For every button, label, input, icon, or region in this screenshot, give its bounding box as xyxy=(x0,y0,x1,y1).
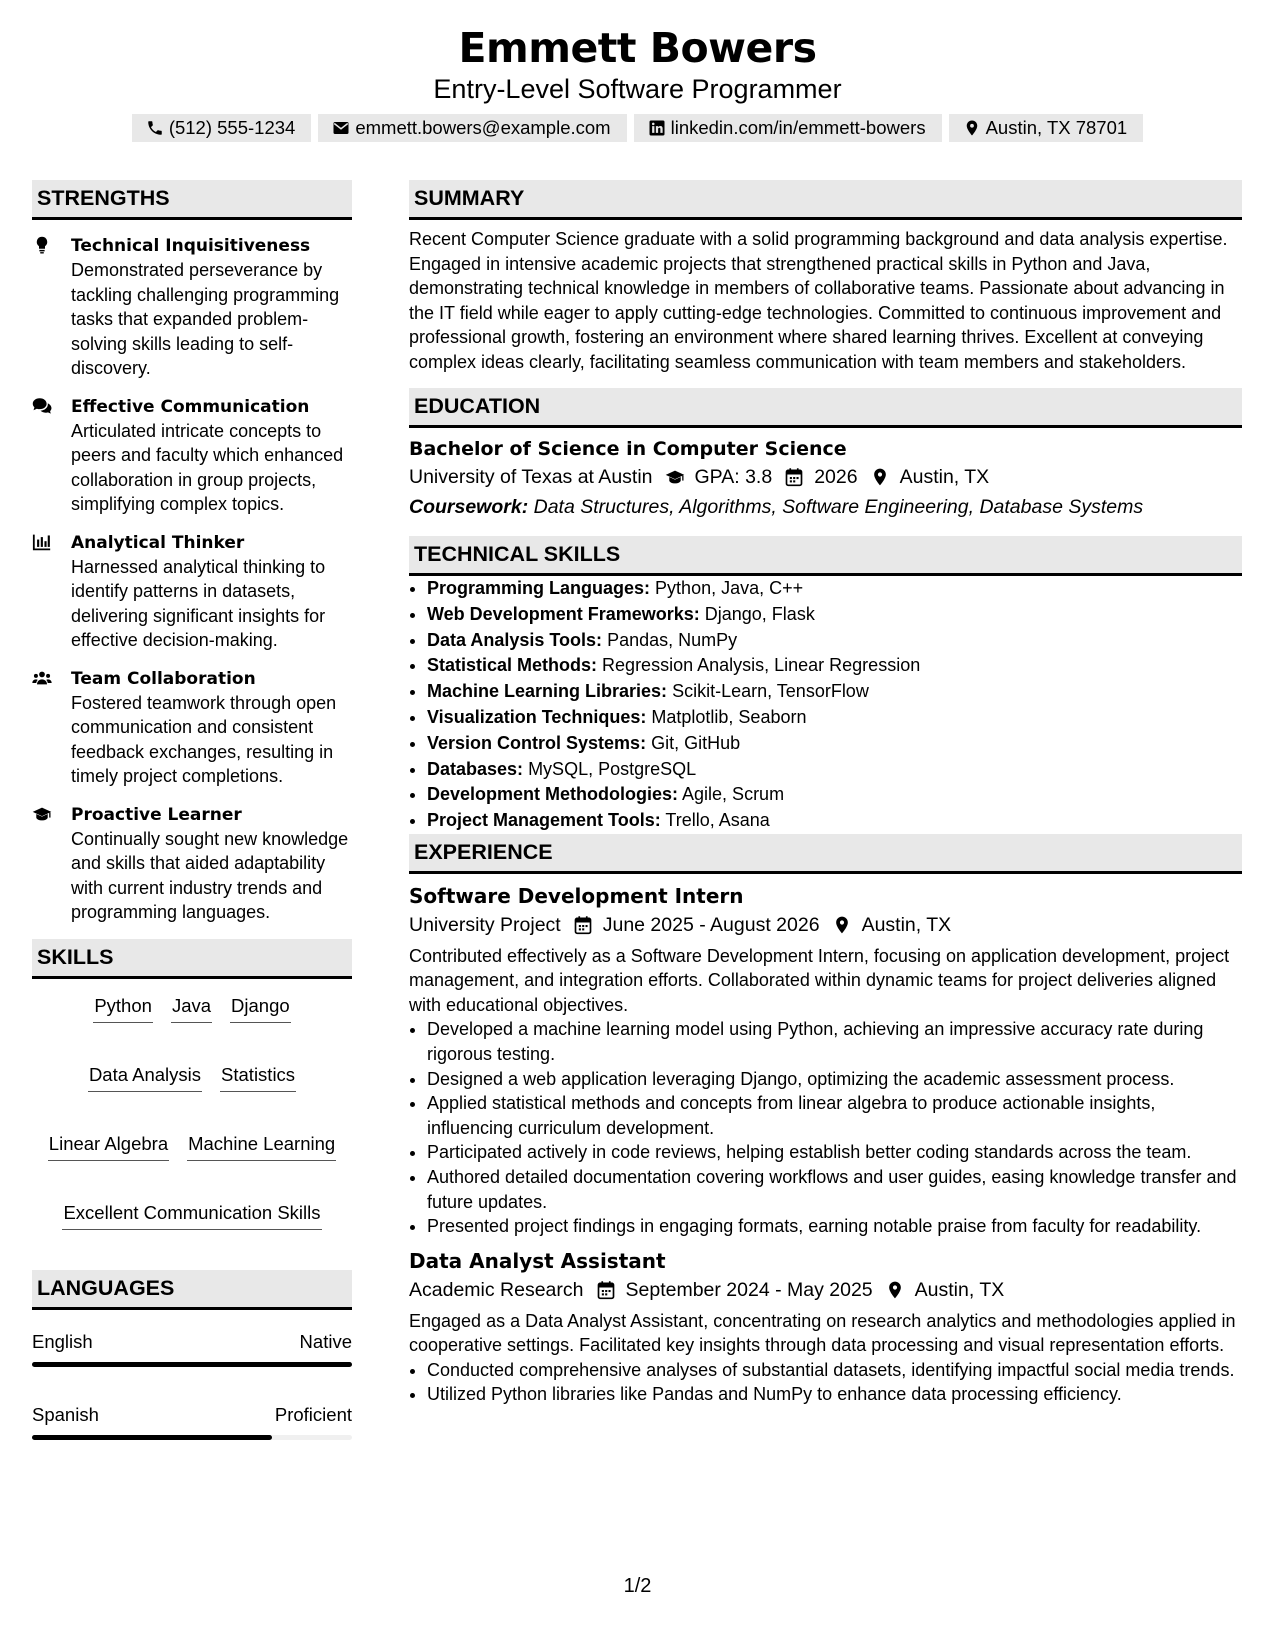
strength-desc: Fostered teamwork through open communication and consistent feedback exchanges, resulting in timely project completions. xyxy=(71,692,337,786)
languages-list xyxy=(32,1330,352,1440)
skill-tag: Django xyxy=(230,994,291,1023)
job-bullets xyxy=(409,1358,1242,1407)
skill-label: Version Control Systems: xyxy=(427,732,647,753)
skill-value: Scikit-Learn, TensorFlow xyxy=(672,681,869,702)
gpa: GPA: 3.8 xyxy=(694,466,773,488)
contact-bar xyxy=(0,114,1275,142)
skill-label: Statistical Methods: xyxy=(427,655,598,676)
job-title: Data Analyst Assistant xyxy=(409,1248,666,1273)
skill-tag: Data Analysis xyxy=(88,1063,202,1092)
list-item xyxy=(427,576,1242,602)
skill-label: Project Management Tools: xyxy=(427,810,661,831)
list-item: • Participated actively in code reviews, helping establish better coding standards across the team. xyxy=(427,1140,1242,1165)
bar-chart-icon xyxy=(32,533,52,551)
language-bar xyxy=(32,1362,352,1367)
left-column xyxy=(32,180,352,1476)
map-pin-icon xyxy=(870,467,890,487)
list-item: • Presented project findings in engaging formats, earning notable praise from faculty for readability. xyxy=(427,1214,1242,1239)
list-item: • Designed a web application leveraging Django, optimizing the academic assessment process. xyxy=(427,1067,1242,1092)
education-location: Austin, TX xyxy=(899,466,990,488)
language-name: Spanish xyxy=(32,1403,99,1425)
list-item xyxy=(427,731,1242,757)
strength-item xyxy=(32,667,352,789)
strength-title: Effective Communication xyxy=(71,396,310,417)
skill-value: Django, Flask xyxy=(704,603,815,624)
contact-linkedin[interactable] xyxy=(634,114,942,142)
skill-label: Databases: xyxy=(427,758,524,779)
list-item xyxy=(427,679,1242,705)
list-item: • Authored detailed documentation covering workflows and user guides, easing knowledge transfer and future updates. xyxy=(427,1165,1242,1214)
coursework-list: Data Structures, Algorithms, Software Engineering, Database Systems xyxy=(533,496,1144,518)
coursework xyxy=(409,492,1242,522)
experience-heading: EXPERIENCE xyxy=(409,834,1242,874)
strength-desc: Harnessed analytical thinking to identify patterns in datasets, delivering significant insights for effective decision-making. xyxy=(71,556,326,650)
job-description: Contributed effectively as a Software Development Intern, focusing on application development, project management, and integration efforts. Collaborated within dynamic teams for project deliveries aligned with educational objectives. xyxy=(409,945,1230,1015)
job-org: Academic Research xyxy=(409,1278,584,1301)
users-icon xyxy=(32,669,52,687)
skill-value: Git, GitHub xyxy=(651,732,741,753)
skill-value: MySQL, PostgreSQL xyxy=(528,758,697,779)
envelope-icon xyxy=(332,119,350,137)
graduation-cap-icon xyxy=(665,467,685,487)
skills-tags xyxy=(32,979,352,1242)
skill-value: Trello, Asana xyxy=(665,810,770,831)
coursework-label: Coursework: xyxy=(409,496,529,518)
graduation-cap-icon xyxy=(32,805,52,823)
summary-heading: SUMMARY xyxy=(409,180,1242,220)
summary-text: Recent Computer Science graduate with a solid programming background and data analysis expertise. Engaged in intensive academic projects that strengthened practical skills in Python and Java, demonstrating technical knowledge in members of collaborative teams. Passionate about advancing in the IT field while eager to apply cutting-edge technologies. Committed to continuous improvement and professional growth, fostering an environment where shared learning thrives. Excellent at conveying complex ideas clearly, facilitating seamless communication with team members and stakeholders. xyxy=(409,229,1228,372)
candidate-name: Emmett Bowers xyxy=(458,24,817,72)
skills-heading: SKILLS xyxy=(32,939,352,979)
school-name: University of Texas at Austin xyxy=(409,466,653,488)
list-item: • Applied statistical methods and concepts from linear algebra to produce actionable insights, influencing curriculum development. xyxy=(427,1091,1242,1140)
list-item xyxy=(427,808,1242,834)
skill-tag: Python xyxy=(93,994,153,1023)
language-level: Proficient xyxy=(274,1403,352,1425)
list-item xyxy=(427,602,1242,628)
language-row xyxy=(32,1403,352,1427)
contact-phone-text: (512) 555-1234 xyxy=(168,117,296,138)
job-description: Engaged as a Data Analyst Assistant, concentrating on research analytics and methodologies applied in cooperative settings. Facilitated key insights through data processing and visual representation efforts. xyxy=(409,1310,1236,1356)
strength-desc: Articulated intricate concepts to peers and faculty which enhanced collaboration in group projects, simplifying complex topics. xyxy=(71,420,344,514)
education-heading: EDUCATION xyxy=(409,388,1242,428)
skill-label: Machine Learning Libraries: xyxy=(427,681,668,702)
skill-tag: Java xyxy=(171,994,212,1023)
phone-icon xyxy=(146,119,164,137)
list-item xyxy=(427,653,1242,679)
contact-email-text: emmett.bowers@example.com xyxy=(355,117,611,138)
strength-title: Technical Inquisitiveness xyxy=(71,236,311,256)
job-org: University Project xyxy=(409,913,561,936)
job-entry xyxy=(409,1247,1242,1407)
job-bullets xyxy=(409,1017,1242,1238)
contact-phone xyxy=(132,114,312,142)
skill-value: Agile, Scrum xyxy=(682,784,785,805)
skill-tag: Linear Algebra xyxy=(48,1132,169,1161)
strength-item xyxy=(32,395,352,517)
strength-title: Team Collaboration xyxy=(71,668,256,689)
strength-item xyxy=(32,531,352,653)
job-entry xyxy=(409,882,1242,1239)
strength-desc: Continually sought new knowledge and skills that aided adaptability with current industry trends and programming languages. xyxy=(71,828,349,922)
strengths-heading: STRENGTHS xyxy=(32,180,352,220)
list-item xyxy=(427,782,1242,808)
job-location: Austin, TX xyxy=(914,1278,1005,1301)
candidate-title: Entry-Level Software Programmer xyxy=(433,74,842,104)
skill-label: Development Methodologies: xyxy=(427,784,679,805)
calendar-icon xyxy=(573,915,593,935)
experience-list xyxy=(409,882,1242,1407)
strength-title: Proactive Learner xyxy=(71,804,242,825)
job-meta xyxy=(409,1275,1242,1305)
right-column xyxy=(409,180,1242,1407)
map-pin-icon xyxy=(963,119,981,137)
language-bar-fill xyxy=(32,1362,352,1367)
skill-value: Python, Java, C++ xyxy=(655,578,804,598)
linkedin-icon xyxy=(648,119,666,137)
contact-linkedin-text: linkedin.com/in/emmett-bowers xyxy=(670,117,926,138)
list-item xyxy=(427,628,1242,654)
language-level: Native xyxy=(299,1330,352,1352)
skill-value: Pandas, NumPy xyxy=(607,629,738,650)
list-item: • Conducted comprehensive analyses of substantial datasets, identifying impactful social media trends. xyxy=(427,1358,1242,1383)
skill-tag: Excellent Communication Skills xyxy=(62,1201,321,1230)
job-meta xyxy=(409,910,1242,940)
job-title: Software Development Intern xyxy=(409,883,744,908)
skill-tag: Statistics xyxy=(220,1063,296,1092)
map-pin-icon xyxy=(832,915,852,935)
skill-label: Web Development Frameworks: xyxy=(427,603,700,624)
language-bar-fill xyxy=(32,1435,272,1440)
language-bar xyxy=(32,1435,352,1440)
calendar-icon xyxy=(784,467,804,487)
strength-item xyxy=(32,234,352,381)
strengths-list xyxy=(32,234,352,925)
list-item: • Utilized Python libraries like Pandas and NumPy to enhance data processing efficiency. xyxy=(427,1382,1242,1407)
languages-heading: LANGUAGES xyxy=(32,1270,352,1310)
comments-icon xyxy=(32,397,52,415)
language-row xyxy=(32,1330,352,1354)
list-item xyxy=(427,757,1242,783)
skill-tag: Machine Learning xyxy=(187,1132,336,1161)
page-number: 1/2 xyxy=(623,1575,652,1597)
skill-label: Data Analysis Tools: xyxy=(427,629,603,650)
job-location: Austin, TX xyxy=(861,913,952,936)
technical-skills-heading: TECHNICAL SKILLS xyxy=(409,536,1242,576)
language-name: English xyxy=(32,1330,93,1352)
strength-item xyxy=(32,803,352,925)
degree-title: Bachelor of Science in Computer Science xyxy=(409,438,847,460)
contact-location-text: Austin, TX 78701 xyxy=(985,117,1128,138)
contact-email[interactable] xyxy=(318,114,626,142)
skill-value: Regression Analysis, Linear Regression xyxy=(602,655,921,676)
technical-skills-list xyxy=(409,576,1242,834)
skill-label: Visualization Techniques: xyxy=(427,706,647,727)
calendar-icon xyxy=(596,1280,616,1300)
contact-location xyxy=(949,114,1144,142)
map-pin-icon xyxy=(885,1280,905,1300)
strength-title: Analytical Thinker xyxy=(71,532,245,553)
strength-desc: Demonstrated perseverance by tackling challenging programming tasks that expanded problem-solving skills leading to self-discovery. xyxy=(71,260,340,378)
list-item: • Developed a machine learning model using Python, achieving an impressive accuracy rate during rigorous testing. xyxy=(427,1017,1242,1066)
graduation-year: 2026 xyxy=(814,466,858,488)
lightbulb-icon xyxy=(32,236,52,254)
job-dates: June 2025 - August 2026 xyxy=(602,913,820,936)
skill-value: Matplotlib, Seaborn xyxy=(651,706,807,727)
skill-label: Programming Languages: xyxy=(427,578,651,598)
job-dates: September 2024 - May 2025 xyxy=(625,1278,873,1301)
education-meta xyxy=(409,462,1242,492)
list-item xyxy=(427,705,1242,731)
